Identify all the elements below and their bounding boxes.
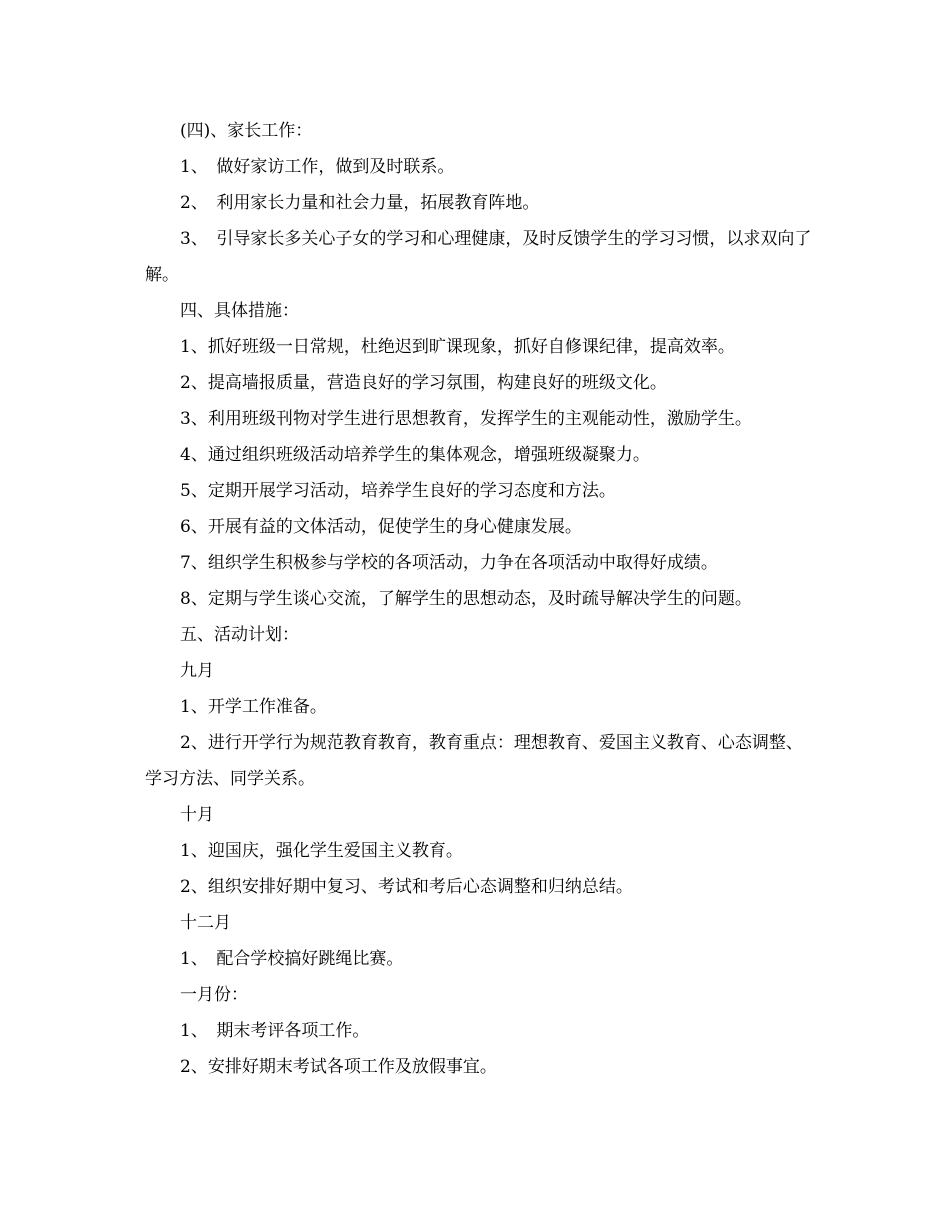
list-item: 2、安排好期末考试各项工作及放假事宜。 [180, 1057, 497, 1077]
section-heading-activity-plan: 五、活动计划： [180, 625, 299, 645]
list-item: 1、抓好班级一日常规，杜绝迟到旷课现象，抓好自修课纪律，提高效率。 [180, 337, 735, 357]
document-body [145, 113, 815, 1085]
list-item: 1、迎国庆，强化学生爱国主义教育。 [180, 841, 463, 861]
list-item: 1、 做好家访工作，做到及时联系。 [180, 157, 455, 177]
list-item: 1、 配合学校搞好跳绳比赛。 [180, 949, 404, 969]
list-item: 8、定期与学生谈心交流，了解学生的思想动态，及时疏导解决学生的问题。 [180, 589, 752, 609]
list-item: 6、开展有益的文体活动，促使学生的身心健康发展。 [180, 517, 582, 537]
list-item: 1、 期末考评各项工作。 [180, 1021, 370, 1041]
list-item: 3、 引导家长多关心子女的学习和心理健康，及时反馈学生的学习习惯，以求双向了解。 [145, 229, 812, 285]
list-item: 1、开学工作准备。 [180, 697, 327, 717]
list-item: 2、进行开学行为规范教育教育，教育重点：理想教育、爱国主义教育、心态调整、学习方法、同学关系。 [145, 733, 803, 789]
month-heading-january: 一月份： [180, 985, 248, 1005]
month-heading-december: 十二月 [180, 913, 231, 933]
month-heading-september: 九月 [180, 661, 214, 681]
list-item: 5、定期开展学习活动，培养学生良好的学习态度和方法。 [180, 481, 616, 501]
list-item: 3、利用班级刊物对学生进行思想教育，发挥学生的主观能动性，激励学生。 [180, 409, 752, 429]
list-item: 2、提高墙报质量，营造良好的学习氛围，构建良好的班级文化。 [180, 373, 667, 393]
list-item: 2、 利用家长力量和社会力量，拓展教育阵地。 [180, 193, 540, 213]
list-item: 7、组织学生积极参与学校的各项活动，力争在各项活动中取得好成绩。 [180, 553, 718, 573]
section-heading-measures: 四、具体措施： [180, 301, 299, 321]
section-heading-parent-work: (四)、家长工作： [180, 121, 313, 141]
list-item: 4、通过组织班级活动培养学生的集体观念，增强班级凝聚力。 [180, 445, 650, 465]
list-item: 2、组织安排好期中复习、考试和考后心态调整和归纳总结。 [180, 877, 633, 897]
month-heading-october: 十月 [180, 805, 214, 825]
